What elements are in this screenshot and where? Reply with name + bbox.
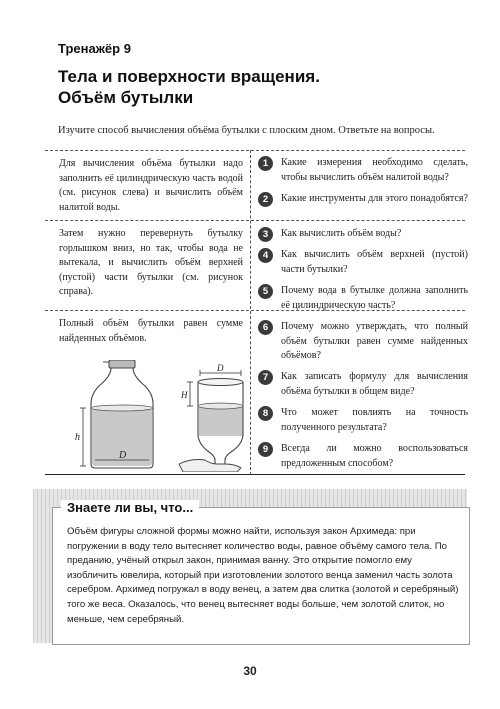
table-column-divider (250, 150, 251, 475)
trainer-label: Тренажёр 9 (58, 41, 131, 56)
question-item (258, 284, 468, 313)
question-number-badge: 3 (258, 227, 273, 242)
question-text: Как вычислить объём воды? (281, 228, 402, 239)
height-label-right: H (181, 390, 188, 400)
title-line-2: Объём бутылки (58, 88, 194, 107)
did-you-know-text: Объём фигуры сложной формы можно найти, используя закон Архимеда: при погружении в воду тело вытесняет количество воды, равное объёму самого тела. По преданию, учёный открыл закон, принимая ванну. Это открытие помогло ему изобличить ювелира, который при изготовлении золотого венца заменил часть золота серебром. Архимед погружал в воду венец, а затем два слитка (золотой и серебряный) того же веса. Оказалось, что венец вытесняет воды больше, чем золотой слиток, но меньше, чем серебряный. (67, 526, 459, 625)
question-item (258, 320, 468, 364)
did-you-know-panel (52, 500, 470, 645)
question-number-badge: 1 (258, 156, 273, 171)
question-item (258, 192, 468, 207)
question-number-badge: 5 (258, 284, 273, 299)
page-number: 30 (243, 664, 257, 678)
question-text: Как записать формулу для вычисления объёма бутылки в общем виде? (281, 371, 468, 397)
page-title (58, 66, 458, 108)
title-line-1: Тела и поверхности вращения. (58, 67, 320, 86)
question-item (258, 227, 468, 242)
did-you-know-title: Знаете ли вы, что... (61, 500, 199, 515)
bottles-illustration (59, 360, 245, 472)
question-number-badge: 6 (258, 320, 273, 335)
step-1-text: Для вычисления объёма бутылки надо заполнить её цилиндрическую часть водой (см. рисунок слева) и вычислить объём налитой воды. (59, 158, 243, 213)
question-number-badge: 2 (258, 192, 273, 207)
question-number-badge: 9 (258, 442, 273, 457)
step-3-text: Полный объём бутылки равен сумме найденных объёмов. (59, 318, 243, 344)
steps-questions-table (45, 150, 468, 475)
question-text: Всегда ли можно воспользоваться предложенным способом? (281, 443, 468, 469)
table-bottom-rule (45, 474, 465, 475)
hand-icon (179, 460, 241, 473)
did-you-know-box (33, 489, 467, 643)
question-number-badge: 8 (258, 406, 273, 421)
question-item (258, 248, 468, 277)
height-label-left: h (75, 432, 80, 443)
question-text: Почему можно утверждать, что полный объём бутылки равен сумме найденных объёмов? (281, 321, 468, 361)
question-text: Почему вода в бутылке должна заполнить её цилиндрическую часть? (281, 285, 468, 311)
question-number-badge: 7 (258, 370, 273, 385)
question-item (258, 442, 468, 471)
step-2-text: Затем нужно перевернуть бутылку горлышком вниз, но так, чтобы вода не вытекала, и вычислить объём верхней (пустой) части бутылки (см. рисунок справа). (59, 228, 243, 297)
upright-bottle-figure (75, 360, 153, 468)
question-number-badge: 4 (258, 248, 273, 263)
question-item (258, 370, 468, 399)
table-divider (45, 220, 465, 221)
question-text: Что может повлиять на точность полученного результата? (281, 407, 468, 433)
question-item (258, 406, 468, 435)
table-divider (45, 150, 465, 151)
question-text: Какие измерения необходимо сделать, чтобы вычислить объём налитой воды? (281, 157, 468, 183)
question-item (258, 156, 468, 185)
question-text: Какие инструменты для этого понадобятся? (281, 193, 468, 204)
question-text: Как вычислить объём верхней (пустой) части бутылки? (281, 249, 468, 275)
inverted-bottle-figure (179, 363, 243, 472)
intro-text: Изучите способ вычисления объёма бутылки с плоским дном. Ответьте на вопросы. (58, 125, 435, 136)
diameter-label-left: D (119, 450, 127, 461)
diameter-label-right: D (217, 363, 224, 373)
